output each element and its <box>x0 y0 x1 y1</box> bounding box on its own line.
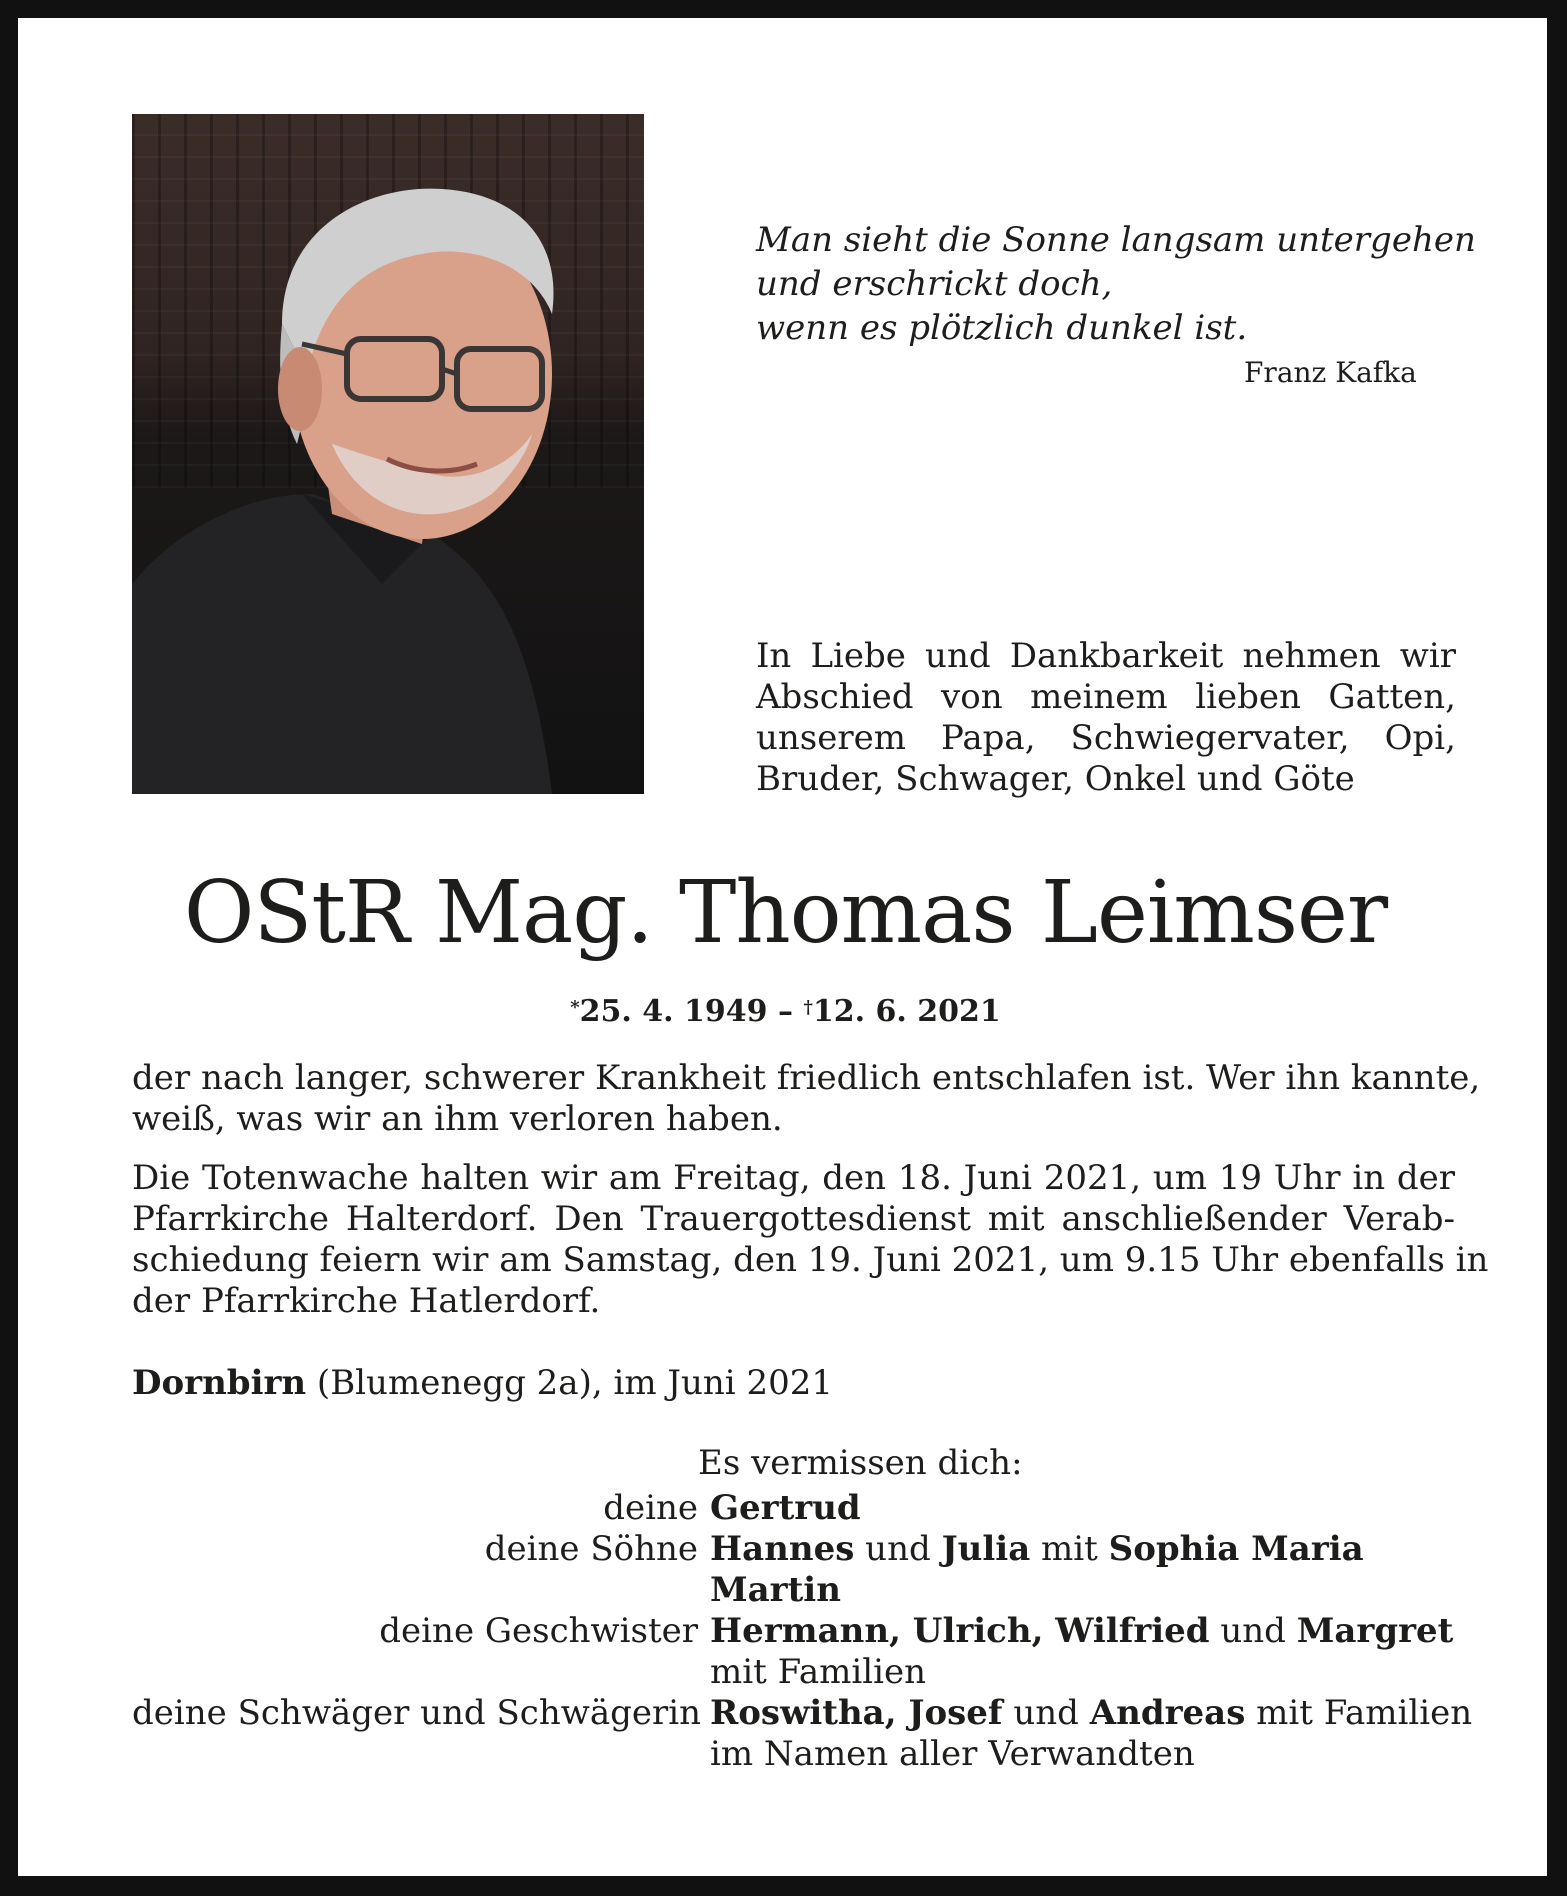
farewell-line: Bruder, Schwager, Onkel und Göte <box>756 759 1355 799</box>
farewell-line: In Liebe und Dankbarkeit nehmen wir <box>756 636 1456 676</box>
service-paragraph <box>132 1158 1489 1322</box>
mourners-heading: Es vermissen dich: <box>698 1443 1023 1483</box>
mourner-name: Roswitha, Josef <box>710 1693 1003 1733</box>
portrait-photo <box>132 114 644 794</box>
mourner-connector: und <box>1209 1611 1297 1651</box>
mourners-list <box>132 1488 1492 1775</box>
quote <box>756 218 1476 350</box>
mourner-role: deine Schwäger und Schwägerin <box>132 1693 702 1733</box>
mourner-role: deine Geschwister <box>379 1611 698 1651</box>
mourner-row <box>132 1693 1492 1734</box>
mourner-row <box>132 1734 1492 1775</box>
mourner-names <box>710 1652 926 1693</box>
place-date <box>132 1363 1455 1404</box>
mourner-row <box>132 1652 1492 1693</box>
farewell-text <box>756 636 1456 800</box>
mourner-name: Sophia Maria <box>1108 1529 1364 1569</box>
mourner-connector: mit Familien <box>1245 1693 1473 1733</box>
paragraph-line: Die Totenwache halten wir am Freitag, den 18. Juni 2021, um 19 Uhr in der <box>132 1158 1455 1198</box>
mourner-names <box>710 1488 861 1529</box>
mourner-name: Martin <box>710 1570 841 1610</box>
mourner-name: Julia <box>941 1529 1031 1569</box>
paragraph-line: schiedung feiern wir am Samstag, den 19. Juni 2021, um 9.15 Uhr ebenfalls in <box>132 1240 1489 1280</box>
mourner-role <box>132 1734 698 1775</box>
paragraph-line: der nach langer, schwerer Krankheit friedlich entschlafen ist. Wer ihn kannte, <box>132 1058 1481 1098</box>
mourner-role <box>132 1570 698 1611</box>
mourner-role: deine <box>603 1488 698 1528</box>
mourner-name: Hermann, Ulrich, Wilfried <box>710 1611 1210 1651</box>
mourner-name: Andreas <box>1089 1693 1246 1733</box>
mourner-role: deine Söhne <box>484 1529 698 1569</box>
place-rest: (Blumenegg 2a), im Juni 2021 <box>306 1363 834 1403</box>
mourner-connector: im Namen aller Verwandten <box>710 1734 1195 1774</box>
mourner-name: Hannes <box>710 1529 855 1569</box>
mourner-role <box>132 1652 698 1693</box>
mourner-names <box>710 1529 1364 1570</box>
portrait-figure <box>132 114 644 794</box>
paragraph-line: weiß, was wir an ihm verloren haben. <box>132 1099 783 1139</box>
quote-line: und erschrickt doch, <box>756 264 1113 304</box>
mourner-names <box>710 1693 1472 1734</box>
deceased-name: OStR Mag. Thomas Leimser <box>183 863 1388 963</box>
mourner-connector: und <box>1002 1693 1090 1733</box>
paragraph-line: Pfarrkirche Halterdorf. Den Trauergottesdienst mit anschließender Verab- <box>132 1199 1455 1239</box>
mourner-names <box>710 1570 841 1611</box>
quote-author: Franz Kafka <box>1244 356 1417 389</box>
mourner-name: Gertrud <box>710 1488 861 1528</box>
quote-line: wenn es plötzlich dunkel ist. <box>756 308 1248 348</box>
mourner-connector: mit <box>1030 1529 1109 1569</box>
place-city: Dornbirn <box>132 1363 307 1403</box>
birth-date: 25. 4. 1949 <box>579 994 768 1029</box>
mourner-row <box>132 1570 1492 1611</box>
death-symbol: † <box>803 997 813 1018</box>
life-dates <box>18 993 1553 1031</box>
mourner-row <box>132 1488 1492 1529</box>
date-separator: – <box>767 994 804 1029</box>
obituary-card <box>15 15 1550 1879</box>
mourner-name: Margret <box>1296 1611 1454 1651</box>
mourner-row <box>132 1611 1492 1652</box>
death-date: 12. 6. 2021 <box>812 994 1001 1029</box>
birth-symbol: * <box>570 997 580 1018</box>
mourner-connector: mit Familien <box>710 1652 927 1692</box>
farewell-line: Abschied von meinem lieben Gatten, <box>756 677 1456 717</box>
mourner-connector: und <box>854 1529 942 1569</box>
mourner-names <box>710 1611 1453 1652</box>
mourner-row <box>132 1529 1492 1570</box>
mourner-names <box>710 1734 1195 1775</box>
passing-paragraph <box>132 1058 1481 1140</box>
farewell-line: unserem Papa, Schwiegervater, Opi, <box>756 718 1456 758</box>
paragraph-line: der Pfarrkirche Hatlerdorf. <box>132 1281 601 1321</box>
quote-line: Man sieht die Sonne langsam untergehen <box>756 220 1476 260</box>
